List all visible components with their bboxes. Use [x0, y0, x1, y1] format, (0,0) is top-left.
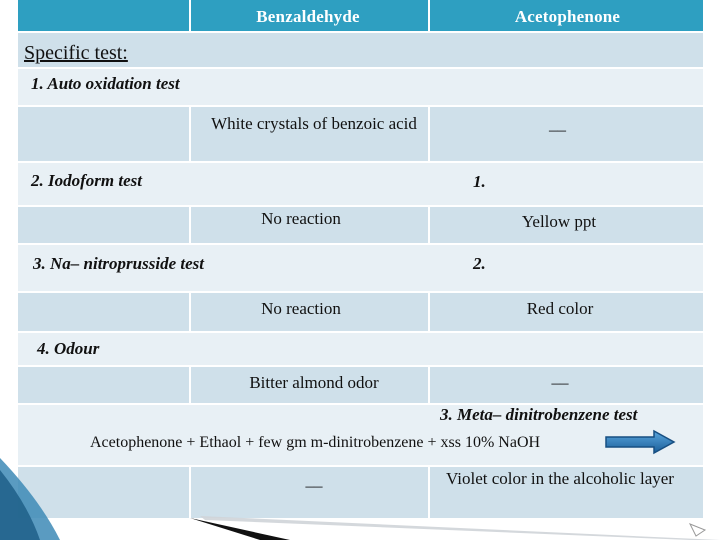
column-divider	[428, 366, 430, 404]
table-row	[18, 332, 703, 366]
row-divider	[18, 243, 703, 245]
marker-2: 2.	[473, 254, 486, 273]
row-divider	[18, 161, 703, 163]
right-arrow-icon	[604, 429, 676, 455]
row-divider	[18, 205, 703, 207]
auto-oxidation-acetophenone: ––	[549, 120, 566, 139]
header-acetophenone: Acetophenone	[514, 7, 621, 26]
column-divider	[428, 106, 430, 162]
auto-oxidation-benzaldehyde: White crystals of benzoic acid	[211, 114, 417, 133]
meta-acetophenone: Violet color in the alcoholic layer	[446, 469, 674, 488]
iodoform-benzaldehyde: No reaction	[261, 209, 341, 228]
column-divider	[189, 292, 191, 332]
row-divider	[18, 105, 703, 107]
meta-benzaldehyde: ––	[305, 476, 323, 495]
row-divider	[18, 365, 703, 367]
column-divider	[189, 206, 191, 244]
row-divider	[18, 331, 703, 333]
specific-test-heading: Specific test:	[24, 42, 128, 64]
column-divider	[428, 0, 430, 32]
iodoform-acetophenone: Yellow ppt	[521, 212, 597, 231]
reaction-equation: Acetophenone + Ethaol + few gm m-dinitrobenzene + xss 10% NaOH	[90, 434, 541, 451]
nitroprusside-benzaldehyde: No reaction	[261, 299, 341, 318]
row-divider	[18, 465, 703, 467]
header-benzaldehyde: Benzaldehyde	[256, 7, 360, 26]
column-divider	[189, 0, 191, 32]
column-divider	[428, 206, 430, 244]
row-divider	[18, 291, 703, 293]
section-nitroprusside: 3. Na– nitroprusside test	[33, 254, 204, 273]
column-divider	[189, 106, 191, 162]
column-divider	[189, 366, 191, 404]
section-auto-oxidation: 1. Auto oxidation test	[31, 74, 180, 93]
section-meta-dinitrobenzene: 3. Meta– dinitrobenzene test	[440, 405, 638, 424]
row-divider	[18, 67, 703, 69]
section-iodoform: 2. Iodoform test	[31, 171, 142, 190]
column-divider	[428, 292, 430, 332]
nitroprusside-acetophenone: Red color	[526, 299, 594, 318]
column-divider	[189, 466, 191, 518]
marker-1: 1.	[473, 172, 486, 191]
column-divider	[428, 466, 430, 518]
odour-benzaldehyde: Bitter almond odor	[249, 373, 379, 392]
odour-acetophenone: ––	[551, 373, 569, 392]
row-divider	[18, 31, 703, 33]
section-odour: 4. Odour	[37, 339, 100, 358]
